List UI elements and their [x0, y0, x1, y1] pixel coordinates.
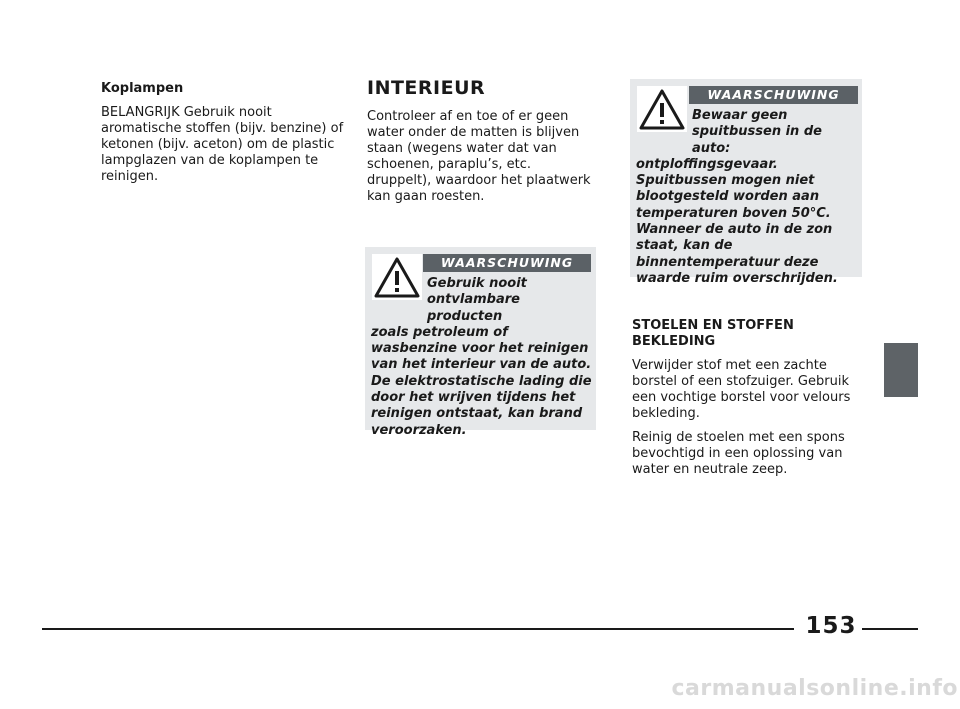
footer-rule-left [42, 628, 794, 630]
headlights-paragraph: BELANGRIJK Gebruik nooit aromatische stoffen (bijv. benzine) of ketonen (bijv. aceton) om de plastic lampglazen van de koplampen te reinigen. [101, 105, 344, 184]
warning-text [371, 276, 593, 439]
warning-box-flammable [365, 247, 596, 438]
seats-section [632, 318, 864, 486]
seats-subheading: STOELEN EN STOFFEN BEKLEDING [632, 318, 794, 349]
interior-heading: INTERIEUR [367, 77, 486, 99]
warning-label: WAARSCHUWING [423, 254, 591, 272]
warning-text-rest: ontploffingsgevaar. Spuitbussen mogen niet blootgesteld worden aan temperaturen boven 50°C. Wanneer de auto in de zon staat, kan de binnentemperatuur deze waarde ruim overschrijden. [636, 156, 838, 286]
watermark: carmanualsonline.info [671, 676, 958, 701]
interior-section [367, 77, 597, 213]
warning-text-rest: zoals petroleum of wasbenzine voor het reinigen van het interieur van de auto. De elektrostatische lading die door het wrijven tijdens het reinigen ontstaat, kan brand veroorzaken. [371, 324, 592, 438]
seats-paragraph-1: Verwijder stof met een zachte borstel of een stofzuiger. Gebruik een vochtige borstel voor velours bekleding. [632, 358, 851, 421]
headlights-subheading: Koplampen [101, 81, 184, 96]
page-number: 153 [805, 613, 857, 639]
footer-rule-right [862, 628, 918, 630]
warning-text-indented: Bewaar geen spuitbussen in de auto: [692, 108, 822, 156]
seats-paragraph-2: Reinig de stoelen met een spons bevochtigd in een oplossing van water en neutrale zeep. [632, 430, 845, 477]
warning-box-spray-cans [630, 79, 862, 286]
headlights-section [101, 81, 346, 193]
warning-text-indented: Gebruik nooit ontvlambare producten [427, 276, 527, 324]
warning-text [636, 108, 858, 287]
interior-paragraph: Controleer af en toe of er geen water onder de matten is blijven staan (wegens water dat van schoenen, paraplu’s, etc. druppelt), waardoor het plaatwerk kan gaan roesten. [367, 109, 591, 204]
warning-label: WAARSCHUWING [689, 86, 858, 104]
chapter-side-tab [884, 343, 918, 397]
